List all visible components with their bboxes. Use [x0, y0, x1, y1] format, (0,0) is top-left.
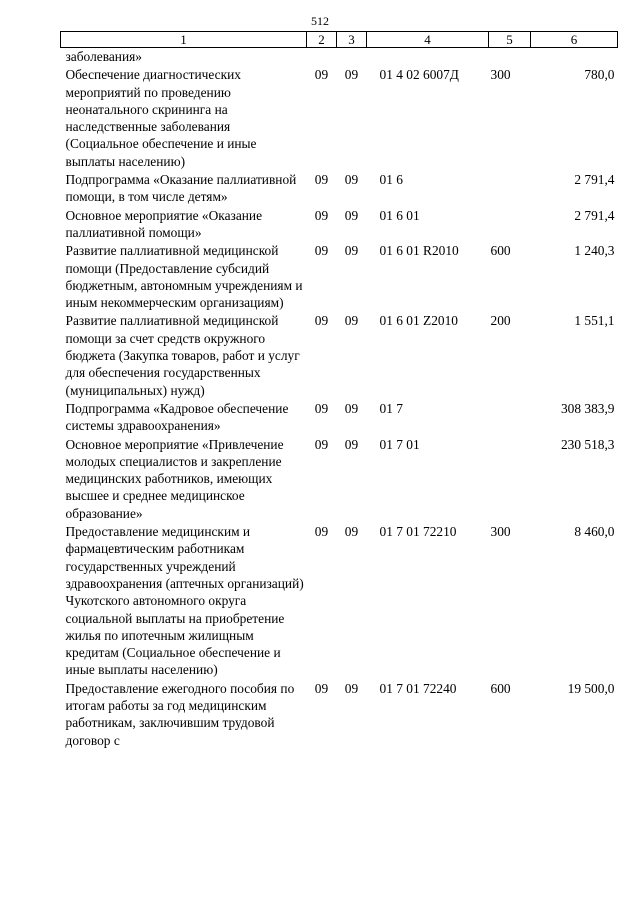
table-row — [61, 399, 618, 435]
row-subsection: 09 — [344, 680, 359, 696]
table-row — [61, 206, 618, 242]
row-expense-type: 300 — [490, 67, 511, 83]
column-header-name: 1 — [61, 32, 307, 48]
column-header-target-code: 4 — [367, 32, 489, 48]
table-row — [61, 170, 618, 206]
row-subsection: 09 — [344, 207, 359, 223]
row-name: заболевания» — [65, 49, 142, 64]
row-subsection — [337, 48, 367, 66]
row-section: 09 — [314, 172, 329, 188]
budget-table — [60, 31, 618, 749]
row-subsection: 09 — [344, 400, 359, 416]
row-amount: 8 460,0 — [574, 524, 615, 540]
row-amount: 2 791,4 — [574, 172, 615, 188]
row-target-code: 01 6 01 Z2010 — [379, 313, 458, 329]
table-row — [61, 311, 618, 398]
row-target-code: 01 7 01 72240 — [379, 680, 457, 696]
row-expense-type — [489, 206, 531, 242]
row-name: Предоставление ежегодного пособия по итогам работы за год медицинским работникам, заключившим трудовой договор с — [65, 680, 295, 748]
row-amount: 1 551,1 — [574, 313, 615, 329]
row-subsection: 09 — [344, 436, 359, 452]
row-name: Основное мероприятие «Оказание паллиативной помощи» — [65, 207, 263, 240]
row-target-code: 01 7 01 72210 — [379, 524, 457, 540]
row-section: 09 — [314, 680, 329, 696]
row-section — [307, 48, 337, 66]
page-number: 512 — [311, 14, 329, 28]
row-amount — [531, 48, 618, 66]
row-expense-type — [489, 48, 531, 66]
row-expense-type — [489, 435, 531, 522]
row-subsection: 09 — [344, 172, 359, 188]
row-section: 09 — [314, 67, 329, 83]
row-name: Предоставление медицинским и фармацевтическим работникам государственных учреждений здравоохранения (аптечных организаций) Чукотского автономного округа социальной выплаты на приобретение жилья по ипотечным жилищным кредитам (Социальное обеспечение и иные выплаты населению) — [65, 524, 304, 678]
row-target-code: 01 6 — [379, 172, 403, 188]
row-subsection: 09 — [344, 67, 359, 83]
row-name: Основное мероприятие «Привлечение молодых специалистов и закрепление медицинских работников, имеющих высшее и среднее медицинское образование» — [65, 436, 284, 521]
row-expense-type: 600 — [490, 680, 511, 696]
table-row — [61, 48, 618, 66]
table-row — [61, 241, 618, 311]
row-name: Развитие паллиативной медицинской помощи (Предоставление субсидий бюджетным, автономным учреждениям и иным некоммерческим организациям) — [65, 243, 303, 311]
row-target-code: 01 7 — [379, 400, 403, 416]
row-amount: 2 791,4 — [574, 207, 615, 223]
row-section: 09 — [314, 207, 329, 223]
table-row — [61, 522, 618, 679]
column-header-section: 2 — [307, 32, 337, 48]
table-row — [61, 435, 618, 522]
row-name: Развитие паллиативной медицинской помощи за счет средств окружного бюджета (Закупка товаров, работ и услуг для обеспечения государственных (муниципальных) нужд) — [65, 313, 300, 398]
row-expense-type: 200 — [490, 313, 511, 329]
row-target-code: 01 4 02 6007Д — [379, 67, 459, 83]
row-amount: 780,0 — [584, 67, 615, 83]
column-header-subsection: 3 — [337, 32, 367, 48]
row-subsection: 09 — [344, 243, 359, 259]
row-expense-type — [489, 399, 531, 435]
row-expense-type — [489, 170, 531, 206]
table-row — [61, 65, 618, 170]
row-name: Обеспечение диагностических мероприятий по проведению неонатального скрининга на наследственные заболевания (Социальное обеспечение и иные выплаты населению) — [65, 67, 257, 169]
row-name: Подпрограмма «Кадровое обеспечение системы здравоохранения» — [65, 400, 289, 434]
row-amount: 230 518,3 — [560, 436, 615, 452]
row-subsection: 09 — [344, 524, 359, 540]
row-section: 09 — [314, 243, 329, 259]
column-header-expense-type: 5 — [489, 32, 531, 48]
row-amount: 19 500,0 — [567, 680, 615, 696]
row-target-code — [367, 48, 489, 66]
table-row — [61, 679, 618, 749]
row-subsection: 09 — [344, 313, 359, 329]
row-expense-type: 300 — [490, 524, 511, 540]
row-section: 09 — [314, 400, 329, 416]
column-header-amount: 6 — [531, 32, 618, 48]
row-section: 09 — [314, 436, 329, 452]
table-header-row — [61, 32, 618, 48]
row-expense-type: 600 — [490, 243, 511, 259]
row-target-code: 01 6 01 — [379, 207, 420, 223]
row-target-code: 01 7 01 — [379, 436, 420, 452]
row-section: 09 — [314, 313, 329, 329]
row-amount: 308 383,9 — [560, 400, 615, 416]
row-name: Подпрограмма «Оказание паллиативной помощи, в том числе детям» — [65, 172, 297, 205]
row-section: 09 — [314, 524, 329, 540]
row-target-code: 01 6 01 R2010 — [379, 243, 459, 259]
row-amount: 1 240,3 — [574, 243, 615, 259]
